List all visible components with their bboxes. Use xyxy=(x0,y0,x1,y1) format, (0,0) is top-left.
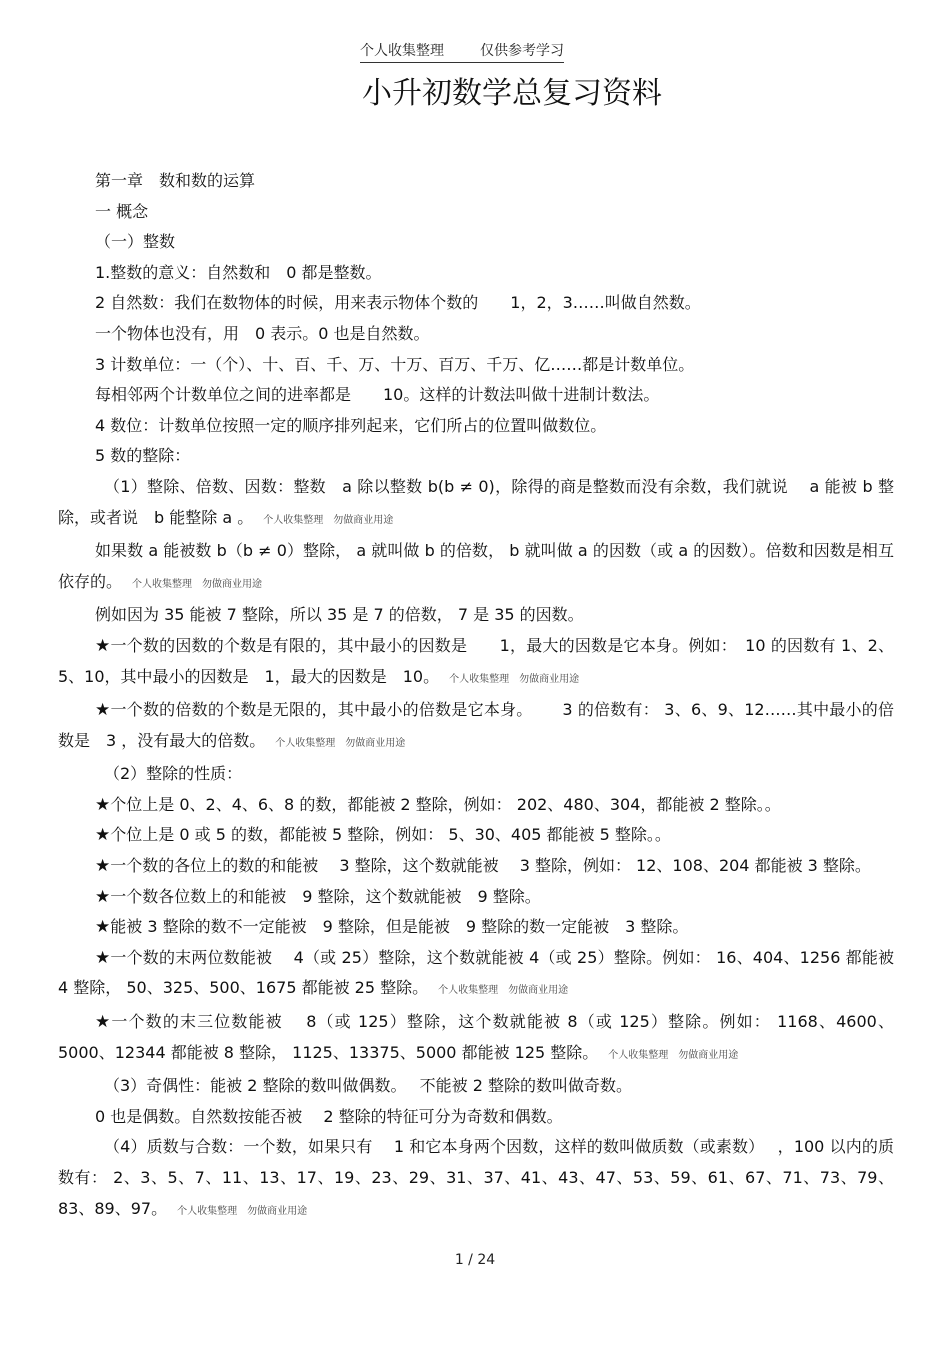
header-right-text: 仅供参考学习 xyxy=(480,43,564,59)
star-icon: ★ xyxy=(95,886,111,907)
paragraph: （2）整除的性质： xyxy=(104,764,243,784)
paragraph: 0 也是偶数。自然数按能否被 2 整除的特征可分为奇数和偶数。 xyxy=(95,1106,563,1126)
star-icon: ★ xyxy=(95,635,111,656)
star-icon: ★ xyxy=(95,794,111,815)
star-icon: ★ xyxy=(95,917,111,938)
star-icon: ★ xyxy=(95,947,111,968)
paragraph: ★一个数的末三位数能被 8（或 125）整除，这个数就能被 8（或 125）整除。例如： 1168、4600、5000、12344 都能被 8 整除， 1125、13375、5000 都能被 125 整除。 个人收集整理 勿做商业用途 xyxy=(58,1012,894,1062)
star-icon: ★ xyxy=(95,856,111,877)
paragraph: ★一个数的各位上的数的和能被 3 整除，这个数就能被 3 整除，例如： 12、108、204 都能被 3 整除。 xyxy=(95,856,871,877)
paragraph: ★个位上是 0、2、4、6、8 的数，都能被 2 整除，例如： 202、480、304，都能被 2 整除。。 xyxy=(95,794,781,815)
watermark-note: 个人收集整理 勿做商业用途 xyxy=(438,985,569,997)
paragraph: ★一个数的倍数的个数是无限的，其中最小的倍数是它本身。 3 的倍数有： 3、6、9、12……其中最小的倍数是 3 ，没有最大的倍数。 个人收集整理 勿做商业用途 xyxy=(58,700,894,750)
star-icon: ★ xyxy=(95,825,111,846)
subsection-heading: （一）整数 xyxy=(95,232,176,252)
paragraph: ★一个数的末两位数能被 4（或 25）整除，这个数就能被 4（或 25）整除。例如： 16、404、1256 都能被 4 整除， 50、325、500、1675 都能被 25 整除。 个人收集整理 勿做商业用途 xyxy=(58,947,894,998)
page-header xyxy=(360,40,564,63)
page-number: 1 / 24 xyxy=(454,1252,496,1268)
paragraph: ★个位上是 0 或 5 的数，都能被 5 整除，例如： 5、30、405 都能被 5 整除。。 xyxy=(95,825,671,846)
paragraph: （1）整除、倍数、因数：整数 a 除以整数 b(b ≠ 0)，除得的商是整数而没有余数，我们就说 a 能被 b 整除，或者说 b 能整除 a 。 个人收集整理 勿做商业用途 xyxy=(58,476,894,527)
paragraph: ★一个数的因数的个数是有限的，其中最小的因数是 1，最大的因数是它本身。例如： 10 的因数有 1、2、5、10，其中最小的因数是 1，最大的因数是 10。 个人收集整理 勿做商业用途 xyxy=(58,635,894,686)
document-body xyxy=(58,166,894,1227)
paragraph: ★一个数各位数上的和能被 9 整除，这个数就能被 9 整除。 xyxy=(95,886,541,907)
watermark-note: 个人收集整理 勿做商业用途 xyxy=(608,1049,739,1061)
chapter-heading: 第一章 数和数的运算 xyxy=(95,171,256,190)
star-icon: ★ xyxy=(95,700,111,721)
document-title: 小升初数学总复习资料 xyxy=(362,76,662,111)
paragraph: 每相邻两个计数单位之间的进率都是 10。这样的计数法叫做十进制计数法。 xyxy=(95,385,660,405)
watermark-note: 个人收集整理 勿做商业用途 xyxy=(177,1205,308,1217)
paragraph: 1.整数的意义：自然数和 0 都是整数。 xyxy=(95,262,382,282)
watermark-note: 个人收集整理 勿做商业用途 xyxy=(275,737,406,749)
paragraph: ★能被 3 整除的数不一定能被 9 整除，但是能被 9 整除的数一定能被 3 整除。 xyxy=(95,917,689,938)
paragraph: 2 自然数：我们在数物体的时候，用来表示物体个数的 1，2，3……叫做自然数。 xyxy=(95,293,701,313)
paragraph: 3 计数单位：一（个）、十、百、千、万、十万、百万、千万、亿……都是计数单位。 xyxy=(95,354,695,374)
paragraph: 5 数的整除： xyxy=(95,446,191,466)
paragraph: 4 数位：计数单位按照一定的顺序排列起来，它们所占的位置叫做数位。 xyxy=(95,415,607,435)
section-heading: 一 概念 xyxy=(95,201,149,221)
watermark-note: 个人收集整理 勿做商业用途 xyxy=(263,514,394,526)
paragraph: （3）奇偶性：能被 2 整除的数叫做偶数。 不能被 2 整除的数叫做奇数。 xyxy=(104,1076,632,1096)
watermark-note: 个人收集整理 勿做商业用途 xyxy=(449,673,580,685)
paragraph: 如果数 a 能被数 b（b ≠ 0）整除， a 就叫做 b 的倍数， b 就叫做 a 的因数（或 a 的因数）。倍数和因数是相互依存的。 个人收集整理 勿做商业用途 xyxy=(58,541,894,591)
header-left-text: 个人收集整理 xyxy=(360,43,444,59)
watermark-note: 个人收集整理 勿做商业用途 xyxy=(132,578,263,590)
paragraph: 一个物体也没有，用 0 表示。0 也是自然数。 xyxy=(95,323,430,343)
paragraph: 例如因为 35 能被 7 整除，所以 35 是 7 的倍数， 7 是 35 的因数。 xyxy=(95,605,584,625)
star-icon: ★ xyxy=(95,1012,112,1033)
paragraph: （4）质数与合数：一个数，如果只有 1 和它本身两个因数，这样的数叫做质数（或素数） ，100 以内的质数有： 2、3、5、7、11、13、17、19、23、29、31、37、41、43、47、53、59、61、67、71、73、79、83、89、97。 个人收集整理 勿做商业用途 xyxy=(58,1137,894,1218)
